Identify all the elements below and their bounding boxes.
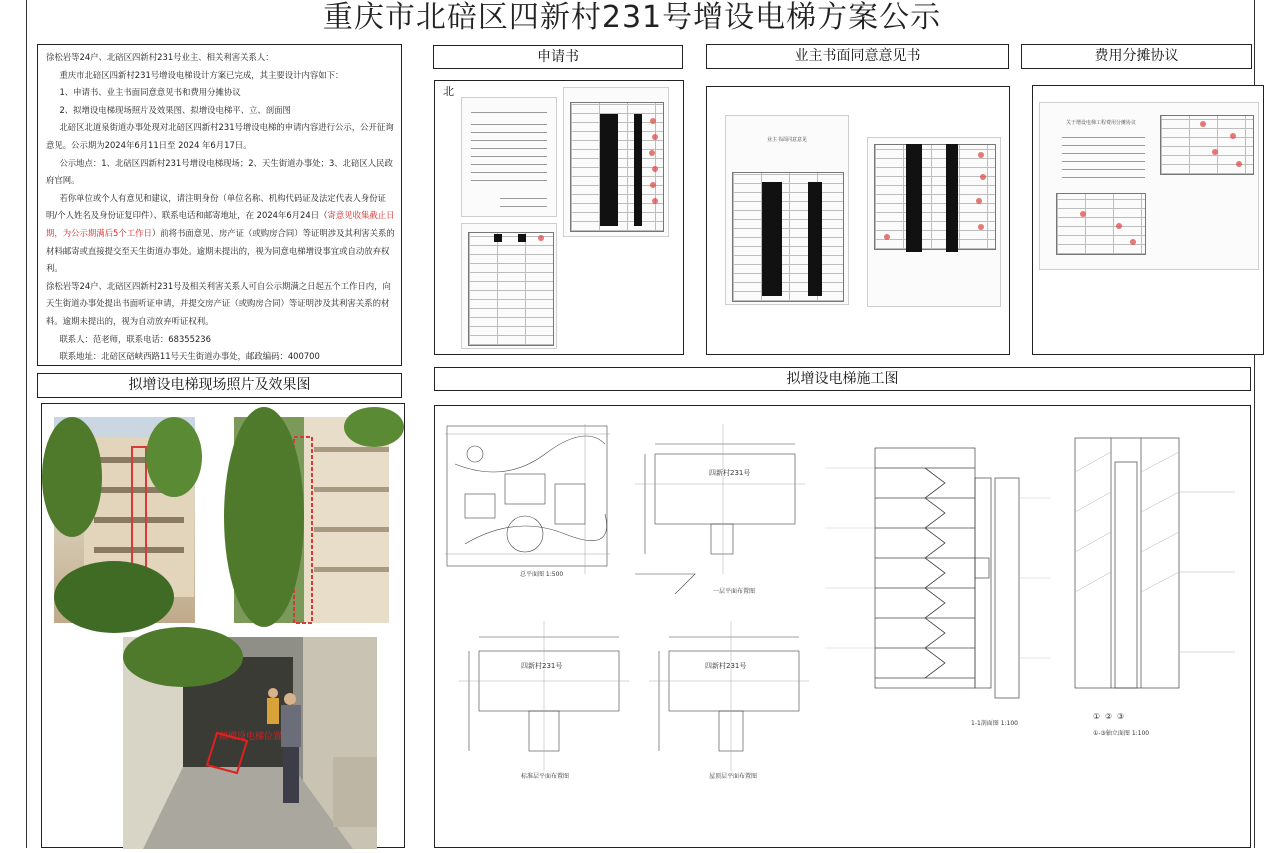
- page-title: 重庆市北碚区四新村231号增设电梯方案公示: [322, 0, 942, 35]
- application-letter-page: [461, 97, 557, 217]
- ground-photo-drawing: [123, 637, 377, 849]
- floor-plan-2-label: 标准层平面布置图: [521, 773, 570, 780]
- consent-page-title: 业主书面同意意见: [766, 137, 807, 143]
- north-mark: 北: [443, 85, 454, 98]
- drawings-box: [434, 405, 1251, 848]
- floor-plan-1-building: 四新村231号: [709, 469, 751, 477]
- floor-plan-2-building: 四新村231号: [521, 662, 563, 670]
- consent-page-2: [867, 137, 1001, 307]
- floor-plan-3-drawing: [649, 621, 809, 781]
- notice-deadline-note: 寄意见收集截止日期，为公示期满后5个工作日: [46, 210, 395, 238]
- notice-intro: 重庆市北碚区四新村231号增设电梯设计方案已完成，其主要设计内容如下：: [59, 69, 344, 80]
- cost-page-title: 关于增设电梯工程费用分摊协议: [1065, 120, 1136, 126]
- notice-box: [37, 44, 402, 366]
- consent-page-1: [725, 115, 849, 305]
- consent-doc-box: [706, 86, 1010, 355]
- elevation-drawing: [1065, 432, 1245, 742]
- axis-3-label: ③: [1117, 712, 1125, 721]
- axis-1-label: ①: [1093, 712, 1101, 721]
- elevation-label: ①-③轴立面图 1:100: [1093, 730, 1150, 737]
- floor-plan-1-drawing: [635, 424, 805, 596]
- notice-location: 公示地点：1、北碚区四新村231号增设电梯现场；2、天生街道办事处；3、北碚区人民政府官网。: [46, 157, 393, 186]
- site-plan-label: 总平面图 1:500: [520, 571, 564, 578]
- building-photo: [54, 417, 195, 623]
- application-signature-page: [563, 87, 669, 237]
- elevator-location-annotation: 拟增设电梯位置: [219, 732, 283, 742]
- application-doc-box: [434, 80, 684, 355]
- building-photo-drawing: [54, 417, 195, 623]
- notice-feedback-b: ）前将书面意见、房产证（或购房合同）等证明涉及其利害关系的材料邮寄或直接提交至天生街道办事处。逾期未提出的，视为同意电梯增设事宜或自动放弃权利。: [46, 227, 395, 274]
- axis-2-label: ②: [1105, 712, 1113, 721]
- notice-hearing: 徐松岩等24户、北碚区四新村231号及相关利害关系人可自公示期满之日起五个工作日内，向天生街道办事处提出书面听证申请，并提交房产证（或购房合同）等证明涉及其利害关系的材料。逾期未提出的，视为自动放弃听证权利。: [46, 280, 391, 326]
- photos-box: [41, 403, 405, 848]
- left-rule: [26, 0, 27, 848]
- notice-feedback-a: 若你单位或个人有意见和建议，请注明身份（单位名称、机构代码证及法定代表人身份证明/个人姓名及身份证复印件）、联系电话和邮寄地址，在 2024年6月24日（: [46, 192, 387, 221]
- header-consent: 业主书面同意意见书: [706, 44, 1009, 69]
- application-table-page: [461, 223, 557, 349]
- header-cost-sharing: 费用分摊协议: [1021, 44, 1252, 69]
- header-photos: 拟增设电梯现场照片及效果图: [37, 373, 402, 398]
- rendering-photo: [234, 417, 389, 623]
- notice-contact: 联系人：范老师，联系电话：68355236: [59, 333, 211, 344]
- notice-salutation: 徐松岩等24户、北碚区四新村231号业主、相关利害关系人：: [46, 52, 274, 62]
- header-application: 申请书: [433, 45, 683, 69]
- floor-plan-2-drawing: [459, 621, 629, 781]
- floor-plan-3-building: 四新村231号: [705, 662, 747, 670]
- floor-plan-1-label: 一层平面布置图: [713, 588, 756, 595]
- notice-item-1: 1、申请书、业主书面同意意见书和费用分摊协议: [59, 87, 241, 98]
- ground-photo: [123, 637, 377, 849]
- notice-period: 北碚区北道泉街道办事处现对北碚区四新村231号增设电梯的申请内容进行公示，公开征询意见。公示期为2024年6月11日至 2024 年6月17日。: [46, 122, 394, 150]
- notice-item-2: 2、拟增设电梯现场照片及效果图、拟增设电梯平、立、剖面图: [59, 104, 291, 115]
- cost-doc-box: [1032, 85, 1264, 355]
- notice-address: 联系地址：北碚区碚峡西路11号天生街道办事处，邮政编码：400700: [59, 351, 320, 362]
- rendering-photo-drawing: [234, 417, 389, 623]
- cost-agreement-page: [1039, 102, 1259, 270]
- section-drawing: [825, 438, 1050, 738]
- section-label: 1-1剖面图 1:100: [971, 720, 1018, 727]
- site-plan-drawing: [445, 424, 610, 578]
- floor-plan-3-label: 屋顶层平面布置图: [709, 773, 758, 780]
- header-drawings: 拟增设电梯施工图: [434, 367, 1251, 391]
- notice-feedback: [46, 190, 395, 278]
